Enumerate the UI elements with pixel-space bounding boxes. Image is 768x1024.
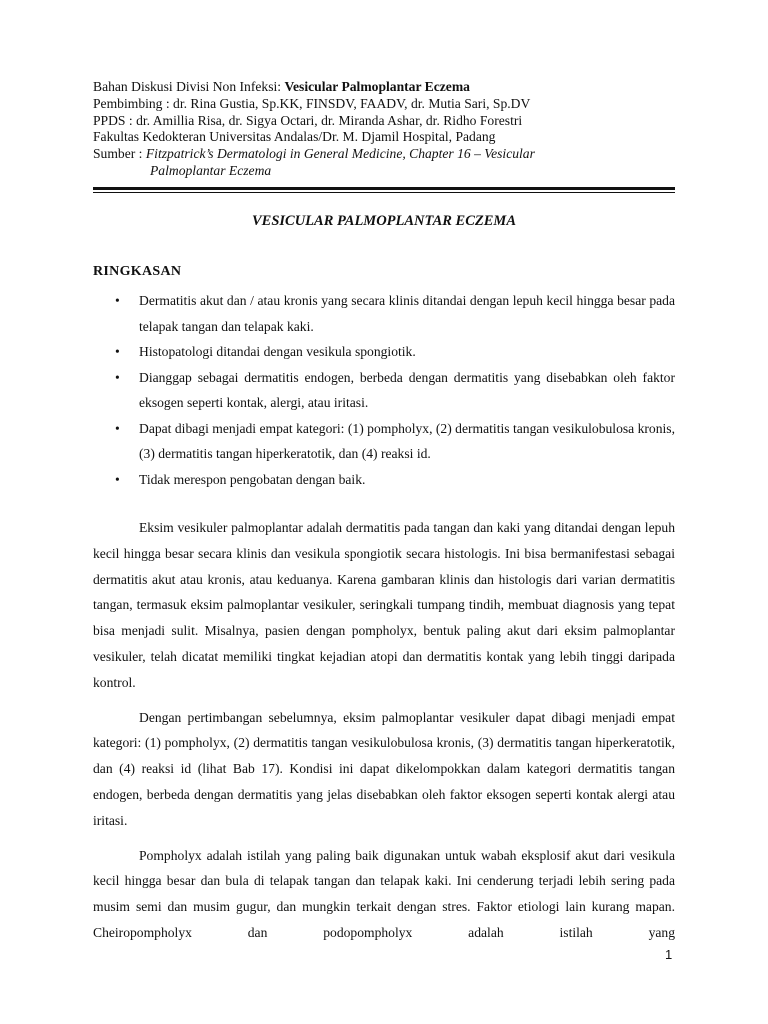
summary-item — [93, 288, 675, 339]
bullet-icon: • — [115, 293, 120, 308]
residents-line: PPDS : dr. Amillia Risa, dr. Sigya Octari, dr. Miranda Ashar, dr. Ridho Forestri — [93, 112, 523, 128]
header-divider-thin — [93, 192, 675, 193]
bullet-icon: • — [115, 420, 120, 436]
topic-title: Vesicular Palmoplantar Eczema — [284, 79, 470, 94]
page-number: 1 — [665, 947, 673, 962]
summary-item-text: Dermatitis akut dan / atau kronis yang secara klinis ditandai dengan lepuh kecil hingga besar pada telapak tangan dan telapak kaki. — [139, 293, 675, 334]
body-paragraph: Eksim vesikuler palmoplantar adalah dermatitis pada tangan dan kaki yang ditandai dengan lepuh kecil hingga besar secara klinis dan vesikula spongiotik secara histologis. Ini bisa bermanifestasi sebagai dermatitis akut atau kronis, atau keduanya. Karena gambaran klinis dan histologis dari varian dermatitis tangan, termasuk eksim palmoplantar vesikuler, seringkali tumpang tindih, membuat diagnosis yang tepat bisa menjadi sulit. Misalnya, pasien dengan pompholyx, bentuk paling akut dari eksim palmoplantar vesikuler, telah dicatat memiliki tingkat kejadian atopi dan dermatitis kontak yang lebih tinggi daripada kontrol. — [93, 520, 675, 690]
bullet-icon: • — [115, 471, 120, 487]
summary-item — [93, 339, 675, 365]
bullet-icon: • — [115, 369, 120, 385]
summary-item-text: Histopatologi ditandai dengan vesikula spongiotik. — [139, 344, 416, 359]
summary-item — [93, 467, 675, 493]
summary-item — [93, 365, 675, 416]
document-header — [93, 79, 678, 180]
document-title: VESICULAR PALMOPLANTAR ECZEMA — [251, 213, 516, 229]
topic-line — [93, 79, 678, 96]
summary-item-text: Dapat dibagi menjadi empat kategori: (1) pompholyx, (2) dermatitis tangan vesikulobulosa kronis, (3) dermatitis tangan hiperkeratotik, dan (4) reaksi id. — [139, 420, 675, 461]
source-label: Sumber : — [93, 146, 146, 162]
summary-item-text: Dianggap sebagai dermatitis endogen, berbeda dengan dermatitis yang disebabkan oleh faktor eksogen seperti kontak, alergi, atau iritasi. — [139, 369, 675, 410]
source-line-continued — [93, 163, 678, 180]
body-text — [93, 515, 675, 940]
summary-list — [93, 288, 675, 492]
faculty-line: Fakultas Kedokteran Universitas Andalas/Dr. M. Djamil Hospital, Padang — [93, 129, 496, 145]
supervisor-line: Pembimbing : dr. Rina Gustia, Sp.KK, FINSDV, FAADV, dr. Mutia Sari, Sp.DV — [93, 95, 531, 111]
body-paragraph: Pompholyx adalah istilah yang paling baik digunakan untuk wabah eksplosif akut dari vesikula kecil hingga besar dan bula di telapak tangan dan telapak kaki. Ini cenderung terjadi lebih sering pada musim semi dan musim gugur, dan mungkin terkait dengan stres. Faktor etiologi lain kurang mapan. Cheiropompholyx dan podopompholyx adalah istilah yang — [93, 847, 675, 940]
body-paragraph: Dengan pertimbangan sebelumnya, eksim palmoplantar vesikuler dapat dibagi menjadi empat kategori: (1) pompholyx, (2) dermatitis tangan vesikulobulosa kronis, (3) dermatitis tangan hiperkeratotik, dan (4) reaksi id (lihat Bab 17). Kondisi ini dapat dikelompokkan dalam kategori dermatitis tangan endogen, berbeda dengan dermatitis yang jelas disebabkan oleh faktor eksogen seperti kontak alergi atau iritasi. — [93, 709, 675, 828]
source-reference-continued: Palmoplantar Eczema — [150, 162, 272, 178]
header-divider-thick — [93, 187, 675, 190]
summary-item — [93, 416, 675, 467]
source-reference: Fitzpatrick’s Dermatologi in General Medicine, Chapter 16 – Vesicular — [145, 146, 535, 162]
bullet-icon: • — [115, 344, 120, 359]
summary-item-text: Tidak merespon pengobatan dengan baik. — [139, 471, 366, 487]
source-line — [93, 146, 678, 163]
topic-label: Bahan Diskusi Divisi Non Infeksi: — [93, 79, 285, 94]
summary-heading: RINGKASAN — [93, 264, 182, 279]
